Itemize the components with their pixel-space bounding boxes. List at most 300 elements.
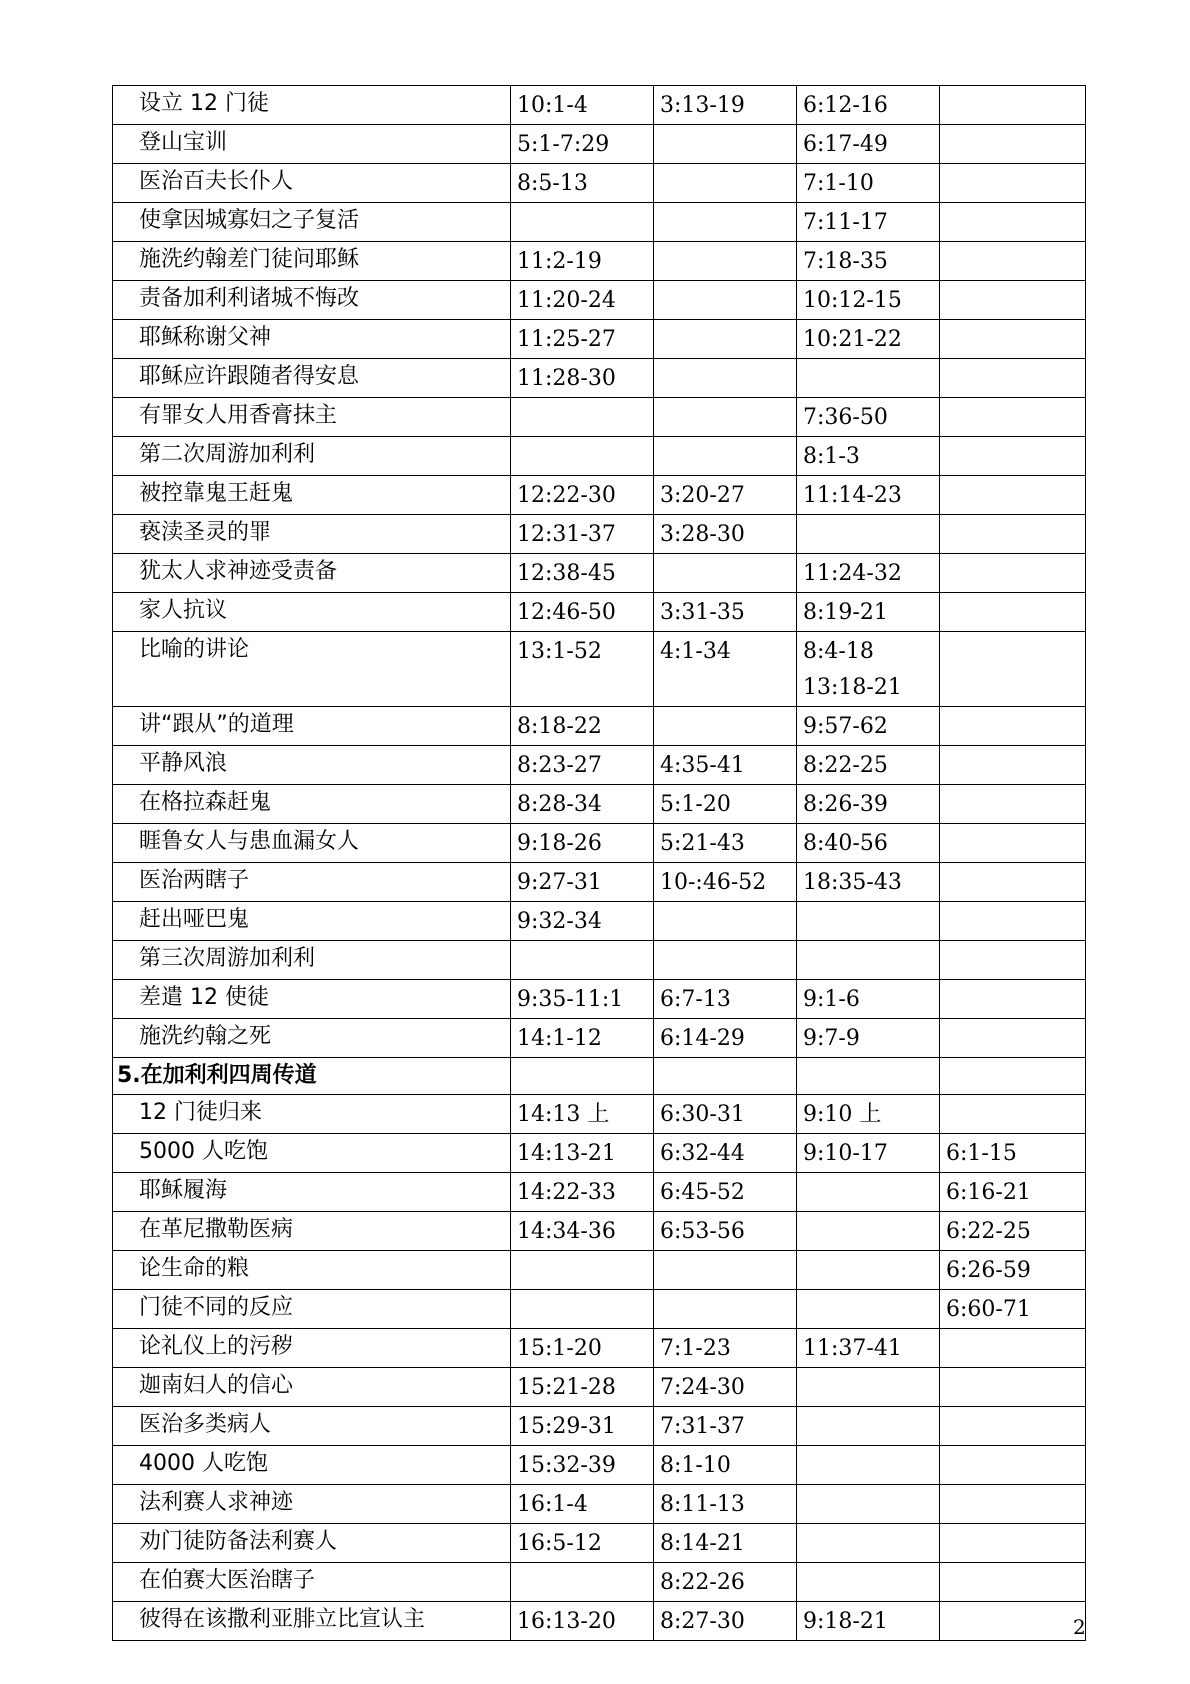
empty-cell (511, 1058, 654, 1095)
reference-cell (654, 1019, 797, 1058)
reference-cell (511, 632, 654, 707)
reference-text: 9:57-62 (803, 714, 888, 739)
reference-cell (511, 86, 654, 125)
reference-text: 14:22-33 (517, 1180, 616, 1205)
reference-cell (511, 1602, 654, 1641)
event-cell: 家人抗议 (113, 593, 511, 632)
reference-cell (654, 1173, 797, 1212)
reference-cell (940, 593, 1086, 632)
reference-cell (940, 320, 1086, 359)
table-row (113, 1563, 1086, 1602)
reference-cell (940, 785, 1086, 824)
reference-text: 9:27-31 (517, 870, 602, 895)
event-cell: 第三次周游加利利 (113, 941, 511, 980)
reference-text: 6:14-29 (660, 1026, 745, 1051)
event-cell: 劝门徒防备法利赛人 (113, 1524, 511, 1563)
reference-cell (511, 242, 654, 281)
event-cell: 耶稣应许跟随者得安息 (113, 359, 511, 398)
reference-text: 13:1-52 (517, 639, 602, 664)
reference-text: 12:31-37 (517, 522, 616, 547)
table-row (113, 398, 1086, 437)
reference-text: 6:1-15 (946, 1141, 1017, 1166)
reference-cell (511, 1524, 654, 1563)
reference-cell (654, 1095, 797, 1134)
reference-text: 8:22-26 (660, 1570, 745, 1595)
reference-cell (511, 1563, 654, 1602)
reference-cell (797, 632, 940, 707)
reference-cell (654, 632, 797, 707)
reference-text: 12:38-45 (517, 561, 616, 586)
reference-cell (654, 242, 797, 281)
reference-text: 8:19-21 (803, 600, 888, 625)
event-cell: 睚鲁女人与患血漏女人 (113, 824, 511, 863)
reference-text: 7:18-35 (803, 249, 888, 274)
reference-cell (654, 1602, 797, 1641)
reference-text: 9:10 上 (803, 1102, 882, 1127)
reference-cell (654, 125, 797, 164)
reference-cell (511, 398, 654, 437)
reference-cell (797, 476, 940, 515)
event-cell: 被控靠鬼王赶鬼 (113, 476, 511, 515)
event-cell: 赶出哑巴鬼 (113, 902, 511, 941)
reference-cell (511, 824, 654, 863)
reference-cell (511, 1446, 654, 1485)
event-cell: 论生命的粮 (113, 1251, 511, 1290)
reference-text: 15:29-31 (517, 1414, 616, 1439)
reference-cell (511, 1134, 654, 1173)
event-cell: 平静风浪 (113, 746, 511, 785)
event-cell: 在伯赛大医治瞎子 (113, 1563, 511, 1602)
reference-cell (940, 1368, 1086, 1407)
reference-cell (654, 1290, 797, 1329)
reference-cell (940, 1173, 1086, 1212)
event-cell: 医治多类病人 (113, 1407, 511, 1446)
reference-cell (940, 203, 1086, 242)
table-row (113, 941, 1086, 980)
reference-cell (940, 1407, 1086, 1446)
reference-text: 11:14-23 (803, 483, 902, 508)
reference-text: 9:35-11:1 (517, 987, 624, 1012)
empty-cell (654, 1058, 797, 1095)
reference-cell (511, 1019, 654, 1058)
reference-cell (654, 1329, 797, 1368)
reference-cell (797, 593, 940, 632)
reference-text: 13:18-21 (803, 675, 902, 700)
reference-cell (511, 203, 654, 242)
reference-text: 8:28-34 (517, 792, 602, 817)
section-row (113, 1058, 1086, 1095)
reference-cell (940, 1134, 1086, 1173)
table-row (113, 359, 1086, 398)
reference-text: 6:60-71 (946, 1297, 1031, 1322)
reference-text: 16:13-20 (517, 1609, 616, 1634)
reference-cell (654, 398, 797, 437)
section-heading: 5.在加利利四周传道 (113, 1058, 511, 1095)
reference-cell (797, 1019, 940, 1058)
reference-text: 14:13-21 (517, 1141, 616, 1166)
event-cell: 差遣 12 使徒 (113, 980, 511, 1019)
reference-text: 10-:46-52 (660, 870, 767, 895)
reference-cell (797, 1290, 940, 1329)
reference-cell (511, 746, 654, 785)
reference-text: 14:1-12 (517, 1026, 602, 1051)
reference-text: 4:35-41 (660, 753, 745, 778)
reference-text: 5:1-20 (660, 792, 731, 817)
reference-text: 11:24-32 (803, 561, 902, 586)
reference-cell (511, 941, 654, 980)
reference-text: 7:1-23 (660, 1336, 731, 1361)
reference-cell (797, 1524, 940, 1563)
reference-cell (511, 1290, 654, 1329)
table-row (113, 554, 1086, 593)
reference-text: 9:10-17 (803, 1141, 888, 1166)
reference-cell (654, 1524, 797, 1563)
event-cell: 登山宝训 (113, 125, 511, 164)
reference-text: 18:35-43 (803, 870, 902, 895)
reference-cell (797, 125, 940, 164)
reference-text: 9:18-26 (517, 831, 602, 856)
table-row (113, 320, 1086, 359)
reference-text: 14:34-36 (517, 1219, 616, 1244)
table-row (113, 86, 1086, 125)
table-row (113, 1407, 1086, 1446)
table-row (113, 1173, 1086, 1212)
reference-text: 9:7-9 (803, 1026, 860, 1051)
reference-cell (511, 515, 654, 554)
reference-text: 8:1-3 (803, 444, 860, 469)
reference-text: 15:1-20 (517, 1336, 602, 1361)
reference-cell (654, 941, 797, 980)
reference-text: 6:16-21 (946, 1180, 1031, 1205)
reference-cell (511, 1251, 654, 1290)
reference-text: 5:1-7:29 (517, 132, 610, 157)
event-cell: 论礼仪上的污秽 (113, 1329, 511, 1368)
reference-cell (511, 902, 654, 941)
reference-cell (797, 1173, 940, 1212)
event-cell: 耶稣称谢父神 (113, 320, 511, 359)
reference-cell (940, 1563, 1086, 1602)
reference-cell (511, 1407, 654, 1446)
event-cell: 讲“跟从”的道理 (113, 707, 511, 746)
reference-cell (654, 824, 797, 863)
reference-text: 16:1-4 (517, 1492, 588, 1517)
table-row (113, 1019, 1086, 1058)
table-row (113, 1095, 1086, 1134)
table-row (113, 125, 1086, 164)
reference-text: 6:26-59 (946, 1258, 1031, 1283)
reference-text: 7:1-10 (803, 171, 874, 196)
reference-cell (797, 1251, 940, 1290)
reference-cell (797, 1134, 940, 1173)
table-row (113, 785, 1086, 824)
reference-text: 8:1-10 (660, 1453, 731, 1478)
reference-text: 8:26-39 (803, 792, 888, 817)
reference-cell (797, 1485, 940, 1524)
reference-text: 14:13 上 (517, 1102, 610, 1127)
reference-text: 8:22-25 (803, 753, 888, 778)
reference-text: 6:30-31 (660, 1102, 745, 1127)
reference-text: 8:5-13 (517, 171, 588, 196)
reference-text: 7:36-50 (803, 405, 888, 430)
table-row (113, 902, 1086, 941)
reference-cell (797, 1602, 940, 1641)
reference-cell (654, 320, 797, 359)
reference-cell (654, 707, 797, 746)
reference-cell (940, 824, 1086, 863)
reference-cell (654, 785, 797, 824)
reference-cell (940, 746, 1086, 785)
table-row (113, 1212, 1086, 1251)
event-cell: 医治百夫长仆人 (113, 164, 511, 203)
reference-text: 6:22-25 (946, 1219, 1031, 1244)
reference-cell (797, 1407, 940, 1446)
reference-cell (511, 1212, 654, 1251)
gospel-harmony-table (112, 85, 1086, 1641)
reference-cell (511, 785, 654, 824)
reference-text: 5:21-43 (660, 831, 745, 856)
reference-text: 8:40-56 (803, 831, 888, 856)
reference-cell (940, 125, 1086, 164)
table-row (113, 746, 1086, 785)
reference-cell (654, 593, 797, 632)
reference-cell (797, 398, 940, 437)
table-row (113, 980, 1086, 1019)
reference-cell (940, 398, 1086, 437)
table-row (113, 515, 1086, 554)
event-cell: 耶稣履海 (113, 1173, 511, 1212)
table-row (113, 476, 1086, 515)
reference-cell (797, 86, 940, 125)
reference-cell (511, 1095, 654, 1134)
reference-cell (940, 707, 1086, 746)
reference-cell (654, 359, 797, 398)
reference-text: 12:22-30 (517, 483, 616, 508)
reference-cell (654, 203, 797, 242)
reference-cell (654, 164, 797, 203)
reference-cell (654, 1134, 797, 1173)
reference-cell (511, 707, 654, 746)
reference-cell (940, 1212, 1086, 1251)
table-row (113, 281, 1086, 320)
reference-cell (940, 1524, 1086, 1563)
table-row (113, 1602, 1086, 1641)
reference-cell (797, 515, 940, 554)
reference-cell (511, 125, 654, 164)
event-cell: 5000 人吃饱 (113, 1134, 511, 1173)
reference-cell (654, 1212, 797, 1251)
reference-cell (940, 902, 1086, 941)
reference-cell (940, 86, 1086, 125)
reference-text: 8:4-18 (803, 639, 874, 664)
reference-text: 6:45-52 (660, 1180, 745, 1205)
reference-text: 16:5-12 (517, 1531, 602, 1556)
table-row (113, 1134, 1086, 1173)
reference-text: 11:2-19 (517, 249, 602, 274)
reference-cell (511, 1368, 654, 1407)
reference-cell (797, 1095, 940, 1134)
reference-text: 7:24-30 (660, 1375, 745, 1400)
table-row (113, 1524, 1086, 1563)
reference-text: 7:31-37 (660, 1414, 745, 1439)
event-cell: 彼得在该撒利亚腓立比宣认主 (113, 1602, 511, 1641)
reference-cell (940, 980, 1086, 1019)
reference-cell (940, 359, 1086, 398)
reference-cell (654, 515, 797, 554)
reference-cell (511, 476, 654, 515)
reference-cell (940, 1095, 1086, 1134)
table-row (113, 437, 1086, 476)
reference-cell (797, 320, 940, 359)
reference-cell (654, 476, 797, 515)
reference-text: 3:20-27 (660, 483, 745, 508)
reference-cell (940, 515, 1086, 554)
event-cell: 门徒不同的反应 (113, 1290, 511, 1329)
reference-text: 3:28-30 (660, 522, 745, 547)
reference-cell (940, 632, 1086, 707)
reference-cell (797, 203, 940, 242)
reference-cell (940, 164, 1086, 203)
reference-cell (940, 554, 1086, 593)
reference-cell (797, 863, 940, 902)
reference-cell (940, 242, 1086, 281)
table-row (113, 1485, 1086, 1524)
reference-cell (511, 863, 654, 902)
reference-cell (511, 320, 654, 359)
reference-text: 9:32-34 (517, 909, 602, 934)
reference-text: 7:11-17 (803, 210, 888, 235)
event-cell: 医治两瞎子 (113, 863, 511, 902)
reference-cell (940, 1019, 1086, 1058)
table-row (113, 164, 1086, 203)
reference-cell (797, 1563, 940, 1602)
reference-text: 9:18-21 (803, 1609, 888, 1634)
reference-cell (797, 242, 940, 281)
reference-text: 10:21-22 (803, 327, 902, 352)
reference-cell (797, 707, 940, 746)
reference-cell (654, 554, 797, 593)
reference-cell (797, 902, 940, 941)
event-cell: 有罪女人用香膏抹主 (113, 398, 511, 437)
event-cell: 第二次周游加利利 (113, 437, 511, 476)
reference-cell (797, 1368, 940, 1407)
reference-text: 8:23-27 (517, 753, 602, 778)
reference-cell (654, 746, 797, 785)
reference-cell (654, 1446, 797, 1485)
reference-text: 8:11-13 (660, 1492, 745, 1517)
reference-text: 6:32-44 (660, 1141, 745, 1166)
table-row (113, 632, 1086, 707)
event-cell: 4000 人吃饱 (113, 1446, 511, 1485)
table-row (113, 1329, 1086, 1368)
reference-cell (511, 359, 654, 398)
reference-cell (797, 941, 940, 980)
event-cell: 12 门徒归来 (113, 1095, 511, 1134)
reference-cell (654, 86, 797, 125)
reference-cell (940, 863, 1086, 902)
reference-cell (511, 1173, 654, 1212)
reference-cell (940, 476, 1086, 515)
reference-cell (797, 1212, 940, 1251)
reference-cell (940, 1290, 1086, 1329)
event-cell: 使拿因城寡妇之子复活 (113, 203, 511, 242)
table-row (113, 242, 1086, 281)
event-cell: 在格拉森赶鬼 (113, 785, 511, 824)
reference-cell (654, 863, 797, 902)
reference-cell (797, 437, 940, 476)
event-cell: 比喻的讲论 (113, 632, 511, 707)
reference-text: 6:12-16 (803, 93, 888, 118)
reference-cell (940, 281, 1086, 320)
event-cell: 亵渎圣灵的罪 (113, 515, 511, 554)
table-row (113, 824, 1086, 863)
reference-cell (940, 1485, 1086, 1524)
reference-cell (511, 593, 654, 632)
table-row (113, 707, 1086, 746)
reference-cell (797, 980, 940, 1019)
reference-cell (511, 164, 654, 203)
reference-text: 15:32-39 (517, 1453, 616, 1478)
reference-text: 10:1-4 (517, 93, 588, 118)
reference-cell (940, 1251, 1086, 1290)
page-number: 2 (1073, 1615, 1086, 1639)
reference-cell (654, 1485, 797, 1524)
table-row (113, 1290, 1086, 1329)
table-row (113, 863, 1086, 902)
event-cell: 在革尼撒勒医病 (113, 1212, 511, 1251)
reference-cell (940, 1446, 1086, 1485)
reference-cell (511, 437, 654, 476)
reference-text: 6:53-56 (660, 1219, 745, 1244)
reference-cell (654, 437, 797, 476)
reference-cell (654, 1368, 797, 1407)
table-row (113, 593, 1086, 632)
reference-cell (940, 941, 1086, 980)
empty-cell (940, 1058, 1086, 1095)
reference-cell (797, 554, 940, 593)
event-cell: 迦南妇人的信心 (113, 1368, 511, 1407)
reference-text: 8:18-22 (517, 714, 602, 739)
empty-cell (797, 1058, 940, 1095)
reference-cell (654, 1251, 797, 1290)
reference-cell (797, 1329, 940, 1368)
reference-cell (797, 1446, 940, 1485)
reference-text: 6:7-13 (660, 987, 731, 1012)
reference-cell (797, 785, 940, 824)
table-row (113, 203, 1086, 242)
reference-text: 3:13-19 (660, 93, 745, 118)
event-cell: 设立 12 门徒 (113, 86, 511, 125)
reference-cell (511, 554, 654, 593)
event-cell: 法利赛人求神迹 (113, 1485, 511, 1524)
reference-cell (654, 980, 797, 1019)
reference-text: 3:31-35 (660, 600, 745, 625)
reference-cell (654, 281, 797, 320)
reference-text: 8:14-21 (660, 1531, 745, 1556)
reference-cell (797, 164, 940, 203)
reference-cell (797, 746, 940, 785)
reference-text: 11:25-27 (517, 327, 616, 352)
reference-cell (797, 359, 940, 398)
event-cell: 犹太人求神迹受责备 (113, 554, 511, 593)
reference-text: 6:17-49 (803, 132, 888, 157)
event-cell: 施洗约翰差门徒问耶稣 (113, 242, 511, 281)
reference-cell (654, 902, 797, 941)
reference-cell (797, 824, 940, 863)
reference-text: 8:27-30 (660, 1609, 745, 1634)
reference-cell (940, 1329, 1086, 1368)
reference-text: 12:46-50 (517, 600, 616, 625)
event-cell: 施洗约翰之死 (113, 1019, 511, 1058)
